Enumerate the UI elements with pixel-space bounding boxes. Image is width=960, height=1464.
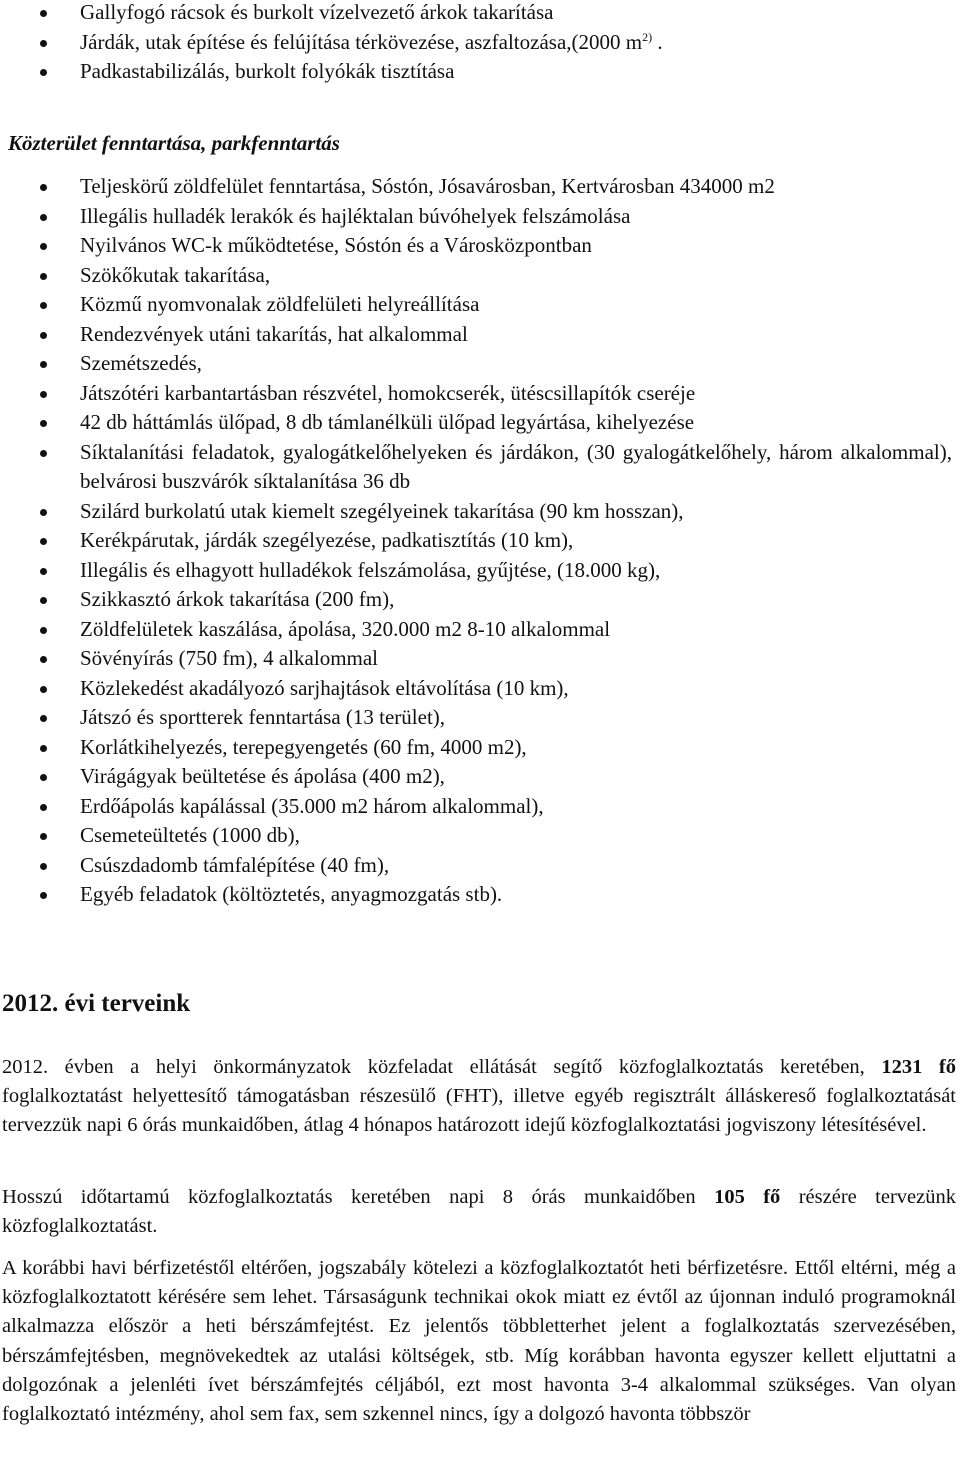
list-item <box>0 703 956 733</box>
list-item <box>0 526 956 556</box>
list-item-text: Zöldfelületek kaszálása, ápolása, 320.000 m2 8-10 alkalommal <box>80 616 611 641</box>
list-item-text: Szikkasztó árkok takarítása (200 fm), <box>80 587 395 611</box>
section-heading: Közterület fenntartása, parkfenntartás <box>8 131 340 155</box>
list-item-text: Szemétszedés, <box>80 351 202 375</box>
list-item-text: Gallyfogó rácsok és burkolt vízelvezető árkok takarítása <box>80 0 554 24</box>
list-item-text: Közmű nyomvonalak zöldfelületi helyreállítása <box>80 292 480 316</box>
list-item-text: Illegális és elhagyott hulladékok felszámolása, gyűjtése, (18.000 kg), <box>80 557 661 582</box>
list-item-text: Közlekedést akadályozó sarjhajtások eltávolítása (10 km), <box>80 675 569 700</box>
list-item-text: Kerékpárutak, járdák szegélyezése, padkatisztítás (10 km), <box>80 528 574 552</box>
list-item <box>0 320 956 350</box>
list-item <box>0 28 956 58</box>
paragraph-fht <box>2 1053 956 1141</box>
list-item <box>0 57 956 87</box>
list-item-text: Illegális hulladék lerakók és hajléktalan búvóhelyek felszámolása <box>80 203 631 228</box>
list-item <box>0 644 956 674</box>
list-item-text: Járdák, utak építése és felújítása térkövezése, aszfaltozása,(2000 m <box>80 29 643 54</box>
list-item <box>0 261 956 291</box>
list-item <box>0 438 956 497</box>
list-item-text: Korlátkihelyezés, terepegyengetés (60 fm, 4000 m2), <box>80 734 527 759</box>
list-item <box>0 880 956 910</box>
list-item-text: Rendezvények utáni takarítás, hat alkalommal <box>80 321 468 346</box>
main-bullet-list <box>0 172 956 910</box>
list-item <box>0 585 956 615</box>
paragraph-text: foglalkoztatást helyettesítő támogatásban részesülő (FHT), illetve egyéb regisztrált álláskereső foglalkoztatását tervezzük napi 6 órás munkaidőben, átlag 4 hónapos határozott idejű közfoglalkoztatási jogviszony létesítésével. <box>2 1085 956 1137</box>
paragraph-long-term <box>2 1183 956 1241</box>
list-item <box>0 202 956 232</box>
paragraph-text: részére tervezünk közfoglalkoztatást. <box>2 1186 956 1238</box>
list-item-text: Csúszdadomb támfalépítése (40 fm), <box>80 852 390 877</box>
highlight-count: 105 fő <box>714 1186 781 1208</box>
list-item-text: Virágágyak beültetése és ápolása (400 m2), <box>80 764 445 788</box>
list-item <box>0 497 956 527</box>
list-item-text: Síktalanítási feladatok, gyalogátkelőhelyeken és járdákon, (30 gyalogátkelőhely, három alkalommal), belvárosi buszvárók síktalanítása 36 db <box>80 439 952 493</box>
superscript-note: 2) <box>642 29 653 44</box>
list-item <box>0 172 956 202</box>
list-item <box>0 556 956 586</box>
list-item <box>0 821 956 851</box>
list-item-text: Padkastabilizálás, burkolt folyókák tisztítása <box>80 59 455 83</box>
highlight-count: 1231 fő <box>881 1056 956 1078</box>
list-item-text: Játszótéri karbantartásban részvétel, homokcserék, ütéscsillapítók cseréje <box>80 380 696 405</box>
list-item <box>0 674 956 704</box>
list-item-text: Nyilvános WC-k működtetése, Sóstón és a Városközpontban <box>80 233 592 257</box>
list-item <box>0 408 956 438</box>
list-item-tail: . <box>652 29 663 54</box>
list-item <box>0 792 956 822</box>
paragraph-weekly-pay: A korábbi havi bérfizetéstől eltérően, jogszabály kötelezi a közfoglalkoztatót heti bérfizetésre. Ettől eltérni, még a közfoglalkoztatott kérésére sem lehet. Társaságunk technikai okok miatt ez évtől az újonnan induló programoknál alkalmazza először a heti bérszámfejtést. Ez jelentős többletterhet jelent a foglalkoztatás szervezésében, bérszámfejtésben, megnövekedtek az utalási költségek, stb. Míg korábban havonta egyszer kellett eljuttatni a dolgozónak a jelenléti ívet bérszámfejtés céljából, ezt most havonta 3-4 alkalommal szükséges. Van olyan foglalkoztató intézmény, ahol sem fax, sem szkennel nincs, így a dolgozó havonta többször <box>2 1257 956 1426</box>
list-item <box>0 379 956 409</box>
top-bullet-list <box>0 0 956 87</box>
list-item-text: Csemeteültetés (1000 db), <box>80 823 300 847</box>
list-item <box>0 762 956 792</box>
list-item <box>0 733 956 763</box>
list-item <box>0 851 956 881</box>
list-item-text: 42 db háttámlás ülőpad, 8 db támlanélküli ülőpad legyártása, kihelyezése <box>80 410 695 434</box>
list-item <box>0 349 956 379</box>
list-item <box>0 231 956 261</box>
plans-heading: 2012. évi terveink <box>2 990 191 1017</box>
list-item <box>0 615 956 645</box>
list-item <box>0 0 956 28</box>
list-item <box>0 290 956 320</box>
list-item-text: Szökőkutak takarítása, <box>80 262 271 287</box>
list-item-text: Erdőápolás kapálással (35.000 m2 három alkalommal), <box>80 793 544 818</box>
list-item-text: Játszó és sportterek fenntartása (13 terület), <box>80 705 446 729</box>
list-item-text: Teljeskörű zöldfelület fenntartása, Sóstón, Jósavárosban, Kertvárosban 434000 m2 <box>80 174 775 198</box>
list-item-text: Szilárd burkolatú utak kiemelt szegélyeinek takarítása (90 km hosszan), <box>80 498 684 523</box>
paragraph-text: 2012. évben a helyi önkormányzatok közfeladat ellátását segítő közfoglalkoztatás keretében, <box>2 1056 882 1078</box>
list-item-text: Egyéb feladatok (költöztetés, anyagmozgatás stb). <box>80 882 503 906</box>
paragraph-text: Hosszú időtartamú közfoglalkoztatás keretében napi 8 órás munkaidőben <box>2 1186 715 1208</box>
list-item-text: Sövényírás (750 fm), 4 alkalommal <box>80 646 379 670</box>
